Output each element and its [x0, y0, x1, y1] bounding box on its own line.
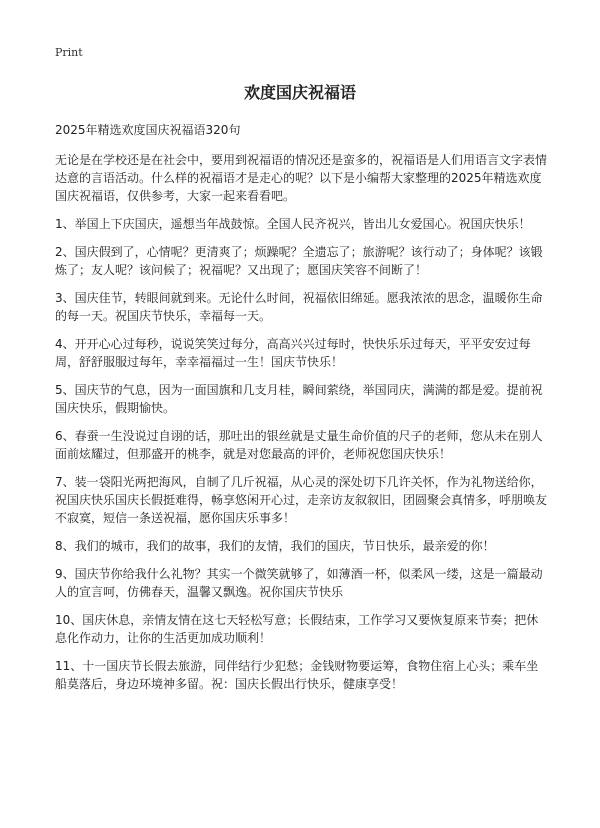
blessing-paragraph-5: 5、国庆节的气息，因为一面国旗和几支月桂，瞬间萦绕，举国同庆，满满的都是爱。提前祝国庆快乐，假期愉快。	[55, 383, 543, 415]
blessing-paragraph-1: 1、举国上下庆国庆，遥想当年战鼓惊。全国人民齐祝兴，皆出儿女爱国心。祝国庆快乐！	[55, 217, 531, 231]
intro-paragraph: 无论是在学校还是在社会中，要用到祝福语的情况还是蛮多的，祝福语是人们用语言文字表情达意的言语活动。什么样的祝福语才是走心的呢？以下是小编帮大家整理的2025年精选欢度国庆祝福语，仅供参考，大家一起来看看吧。	[55, 153, 548, 203]
blessing-paragraph-4: 4、开开心心过每秒，说说笑笑过每分，高高兴兴过每时，快快乐乐过每天，平平安安过每周，舒舒服服过每年，幸幸福福过一生！国庆节快乐！	[55, 337, 531, 369]
blessing-paragraph-11: 11、十一国庆节长假去旅游，同伴结行少犯愁；金钱财物要运筹，食物住宿上心头；乘车坐船莫落后，身边环境神多留。祝：国庆长假出行快乐，健康享受！	[55, 659, 539, 691]
blessing-paragraph-10: 10、国庆休息，亲情友情在这七天轻松写意；长假结束，工作学习又要恢复原来节奏；把休息化作动力，让你的生活更加成功顺利！	[55, 613, 539, 645]
article-body	[55, 121, 547, 703]
blessing-paragraph-2: 2、国庆假到了，心情呢？更清爽了；烦躁呢？全遗忘了；旅游呢？该行动了；身体呢？该锻炼了；友人呢？该问候了；祝福呢？又出现了；愿国庆笑容不间断了！	[55, 245, 543, 277]
print-link[interactable]: Print	[55, 46, 83, 59]
blessing-paragraph-6: 6、春蚕一生没说过自诩的话，那吐出的银丝就是丈量生命价值的尺子的老师，您从未在别人面前炫耀过，但那盛开的桃李，就是对您最高的评价，老师祝您国庆快乐！	[55, 429, 543, 461]
blessing-paragraph-3: 3、国庆佳节，转眼间就到来。无论什么时间，祝福依旧绵延。愿我浓浓的思念，温暖你生命的每一天。祝国庆节快乐，幸福每一天。	[55, 291, 543, 323]
page-title: 欢度国庆祝福语	[243, 83, 356, 102]
blessing-paragraph-9: 9、国庆节你给我什么礼物？其实一个微笑就够了，如薄酒一杯，似柔风一缕，这是一篇最动人的宣言呵，仿佛春天，温馨又飘逸。祝你国庆节快乐	[55, 567, 543, 599]
blessing-paragraph-7: 7、装一袋阳光两把海风，自制了几斤祝福，从心灵的深处切下几许关怀，作为礼物送给你，祝国庆快乐国庆长假挺难得，畅享悠闲开心过，走亲访友叙叙旧，团圆聚会真情多，呼朋唤友不寂寞，短信一条送祝福，愿你国庆乐事多！	[55, 475, 548, 525]
blessing-paragraph-8: 8、我们的城市，我们的故事，我们的友情，我们的国庆，节日快乐，最亲爱的你！	[55, 539, 495, 553]
article-subtitle: 2025年精选欢度国庆祝福语320句	[55, 123, 241, 137]
